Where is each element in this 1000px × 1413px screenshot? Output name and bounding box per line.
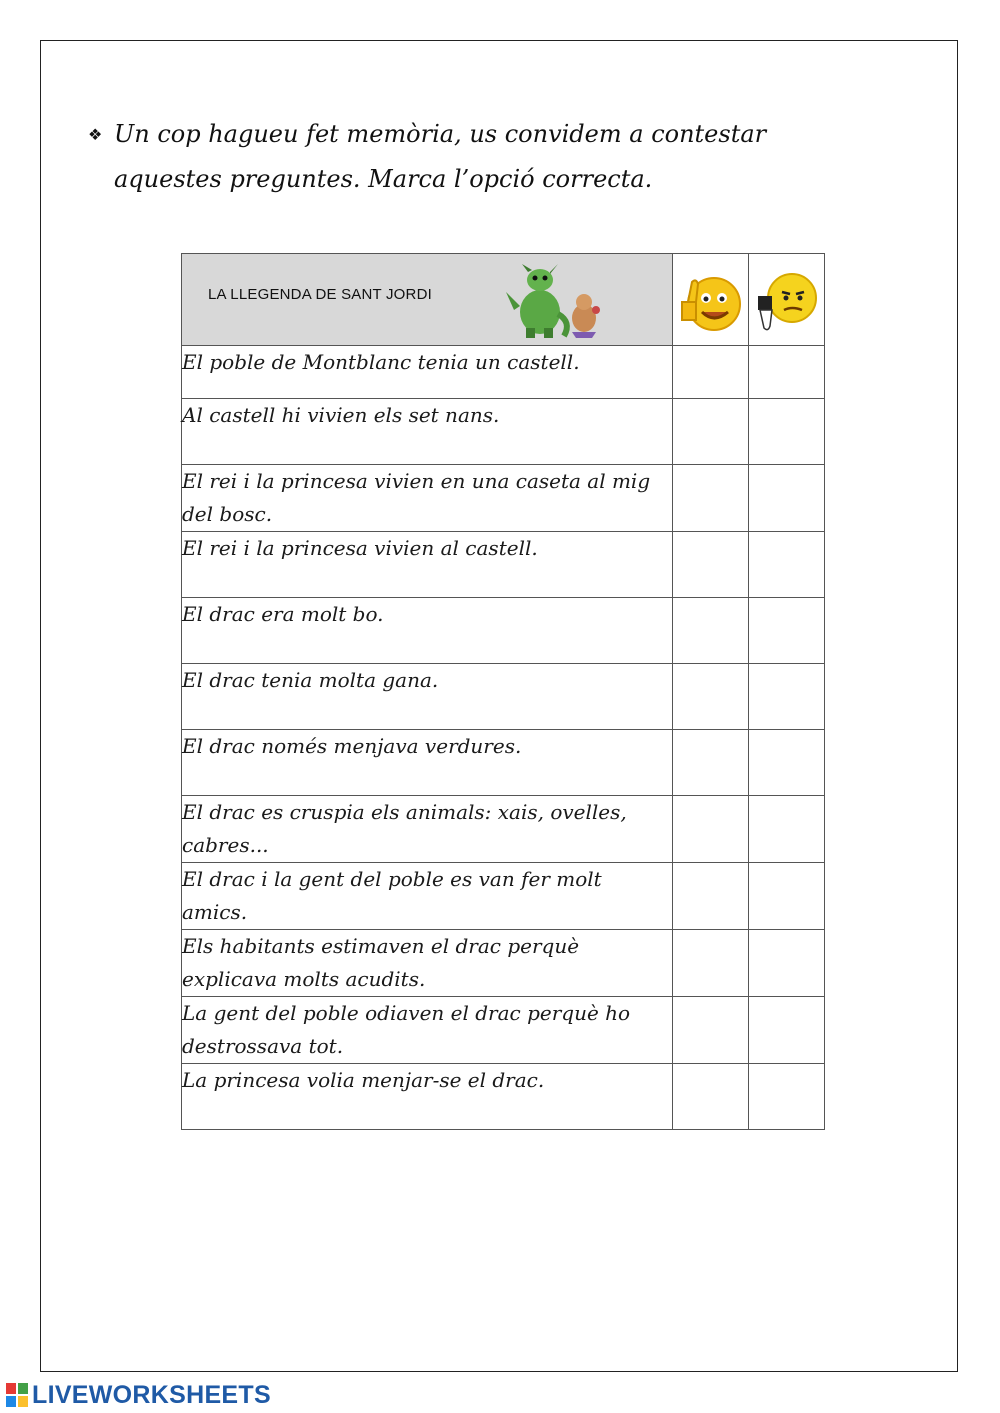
liveworksheets-logo-icon bbox=[6, 1383, 28, 1407]
true-column-header bbox=[673, 254, 749, 346]
false-checkbox[interactable] bbox=[749, 399, 825, 465]
table-row bbox=[182, 997, 825, 1064]
table-row bbox=[182, 930, 825, 997]
statement-cell: El drac tenia molta gana. bbox=[182, 664, 673, 730]
table-row bbox=[182, 863, 825, 930]
thumbs-down-emoji-icon bbox=[754, 268, 820, 334]
instruction bbox=[88, 112, 868, 201]
true-checkbox[interactable] bbox=[673, 598, 749, 664]
false-column-header bbox=[749, 254, 825, 346]
table-row bbox=[182, 664, 825, 730]
true-checkbox[interactable] bbox=[673, 796, 749, 863]
true-checkbox[interactable] bbox=[673, 1064, 749, 1130]
true-checkbox[interactable] bbox=[673, 399, 749, 465]
statement-cell: Al castell hi vivien els set nans. bbox=[182, 399, 673, 465]
false-checkbox[interactable] bbox=[749, 664, 825, 730]
table-title: LA LLEGENDA DE SANT JORDI bbox=[208, 286, 432, 303]
table-row bbox=[182, 1064, 825, 1130]
false-checkbox[interactable] bbox=[749, 796, 825, 863]
true-checkbox[interactable] bbox=[673, 346, 749, 399]
footer-brand[interactable] bbox=[6, 1381, 271, 1409]
table-header-row bbox=[182, 254, 825, 346]
false-checkbox[interactable] bbox=[749, 863, 825, 930]
table-row bbox=[182, 346, 825, 399]
true-checkbox[interactable] bbox=[673, 930, 749, 997]
bullet-icon: ❖ bbox=[88, 125, 103, 144]
statement-cell: La gent del poble odiaven el drac perquè ho destrossava tot. bbox=[182, 997, 673, 1064]
statement-cell: El drac es cruspia els animals: xais, ovelles, cabres... bbox=[182, 796, 673, 863]
true-checkbox[interactable] bbox=[673, 863, 749, 930]
false-checkbox[interactable] bbox=[749, 997, 825, 1064]
statement-cell: El rei i la princesa vivien al castell. bbox=[182, 532, 673, 598]
true-checkbox[interactable] bbox=[673, 997, 749, 1064]
table-row bbox=[182, 796, 825, 863]
statement-cell: El drac i la gent del poble es van fer molt amics. bbox=[182, 863, 673, 930]
statement-cell: Els habitants estimaven el drac perquè explicava molts acudits. bbox=[182, 930, 673, 997]
true-checkbox[interactable] bbox=[673, 532, 749, 598]
table-title-cell bbox=[182, 254, 673, 346]
false-checkbox[interactable] bbox=[749, 598, 825, 664]
table-row bbox=[182, 730, 825, 796]
brand-name: LIVEWORKSHEETS bbox=[32, 1380, 271, 1409]
quiz-table bbox=[181, 253, 825, 1130]
statement-cell: El rei i la princesa vivien en una caseta al mig del bosc. bbox=[182, 465, 673, 532]
false-checkbox[interactable] bbox=[749, 930, 825, 997]
statement-cell: El poble de Montblanc tenia un castell. bbox=[182, 346, 673, 399]
false-checkbox[interactable] bbox=[749, 532, 825, 598]
thumbs-up-emoji-icon bbox=[678, 268, 744, 334]
statement-cell: El drac era molt bo. bbox=[182, 598, 673, 664]
instruction-line-2: aquestes preguntes. Marca l’opció correcta. bbox=[114, 165, 653, 193]
true-checkbox[interactable] bbox=[673, 664, 749, 730]
statement-cell: La princesa volia menjar-se el drac. bbox=[182, 1064, 673, 1130]
false-checkbox[interactable] bbox=[749, 346, 825, 399]
table-row bbox=[182, 465, 825, 532]
dragon-illustration-icon bbox=[500, 262, 608, 340]
false-checkbox[interactable] bbox=[749, 465, 825, 532]
false-checkbox[interactable] bbox=[749, 730, 825, 796]
instruction-line-1: Un cop hagueu fet memòria, us convidem a contestar bbox=[114, 120, 767, 148]
table-row bbox=[182, 399, 825, 465]
true-checkbox[interactable] bbox=[673, 730, 749, 796]
true-checkbox[interactable] bbox=[673, 465, 749, 532]
statement-cell: El drac només menjava verdures. bbox=[182, 730, 673, 796]
table-row bbox=[182, 532, 825, 598]
false-checkbox[interactable] bbox=[749, 1064, 825, 1130]
table-row bbox=[182, 598, 825, 664]
